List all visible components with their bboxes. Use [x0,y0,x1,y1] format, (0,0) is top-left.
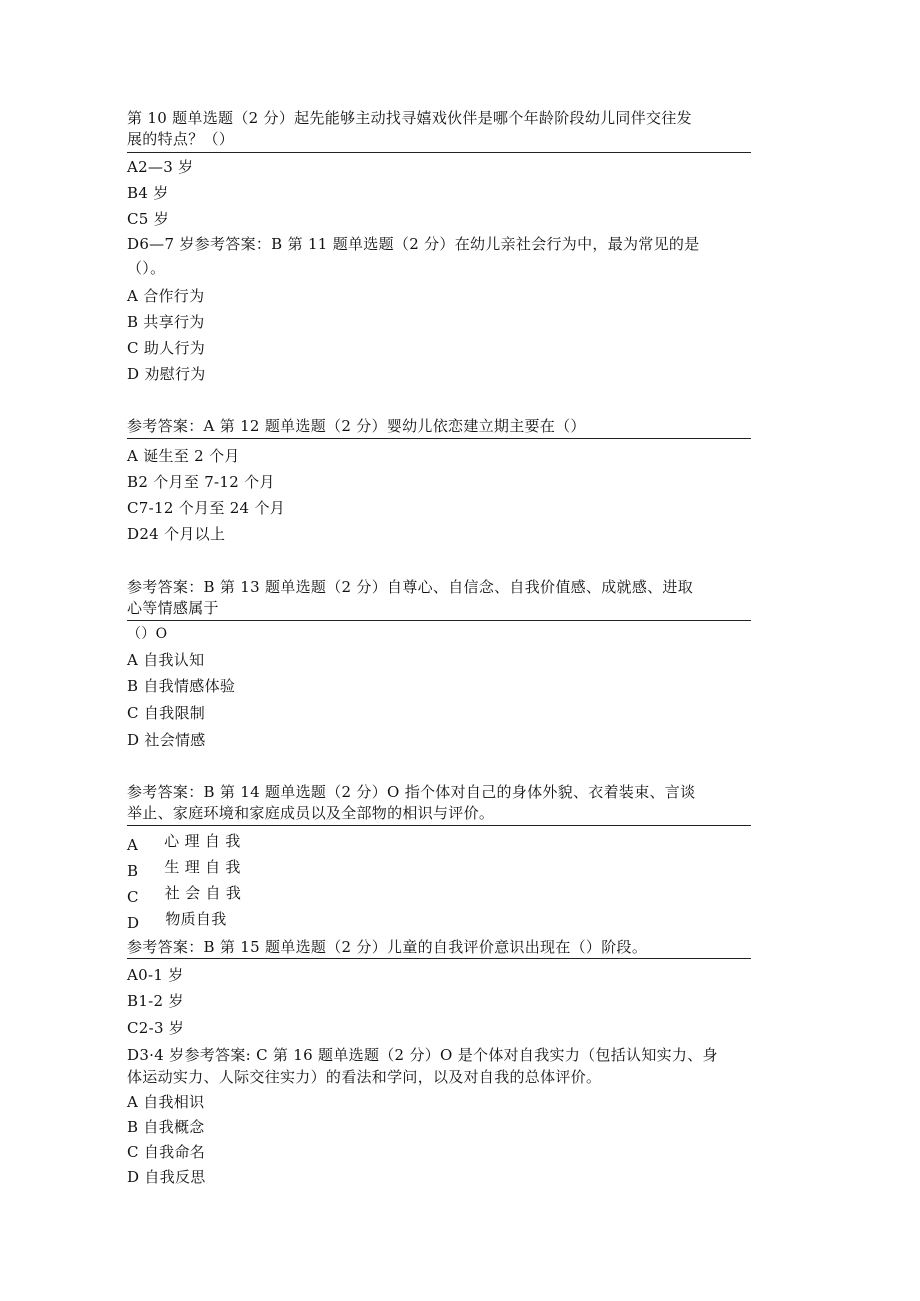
q15-option-b: B1-2 岁 [127,992,184,1010]
q12-option-b: B2 个月至 7-12 个月 [127,473,275,491]
q14-option-d [127,909,227,932]
q13-option-b: B 自我情感体验 [127,677,236,695]
q12-option-c: C7-12 个月至 24 个月 [127,499,286,517]
q15-option-c: C2-3 岁 [127,1019,185,1037]
q11-option-d: D 劝慰行为 [127,365,206,383]
q15-stem-line-1: 参考答案：B 第 15 题单选题（2 分）儿童的自我评价意识出现在（）阶段。 [127,938,648,956]
q14-option-c-letter: C [127,888,139,906]
q16-option-b: B 自我概念 [127,1118,205,1136]
q14-stem-line-2: 举止、家庭环境和家庭成员以及全部物的相识与评价。 [127,804,495,822]
q12-stem-line-1: 参考答案：A 第 12 题单选题（2 分）婴幼儿依恋建立期主要在（） [127,417,586,435]
q12-underline [127,438,751,439]
q14-option-b-letter: B [127,862,139,880]
q16-option-c: C 自我命名 [127,1143,206,1161]
q14-stem-line-1: 参考答案：B 第 14 题单选题（2 分）O 指个体对自己的身体外貌、衣着装束、言谈 [127,783,696,801]
q14-option-d-text: 物质自我 [165,910,227,928]
q13-option-d: D 社会情感 [127,731,206,749]
q14-option-d-letter: D [127,914,140,932]
q13-stem-line-1: 参考答案：B 第 13 题单选题（2 分）自尊心、自信念、自我价值感、成就感、进取 [127,578,694,596]
q10-underline [127,152,751,153]
q15-underline [127,958,751,959]
q11-option-b: B 共享行为 [127,313,205,331]
q12-option-a: A 诞生至 2 个月 [127,447,240,465]
q15-option-a: A0-1 岁 [127,966,184,984]
q10-option-c: C5 岁 [127,210,169,228]
q11-stem-line-2: （）。 [127,259,166,277]
q16-stem-line-1: D3·4 岁参考答案: C 第 16 题单选题（2 分）O 是个体对自我实力（包括认知实力、身 [127,1046,718,1064]
q16-stem-line-2: 体运动实力、人际交往实力）的看法和学问，以及对自我的总体评价。 [127,1068,602,1086]
q16-option-a: A 自我相识 [127,1093,205,1111]
q13-stem-line-2: 心等情感属于 [127,599,219,617]
q14-option-b-text: 生 理 自 我 [164,858,241,876]
q14-option-c-text: 社 会 自 我 [164,884,242,902]
q10-stem-line-2: 展的特点？（） [127,130,235,148]
q13-underline [127,620,751,621]
q14-option-b [127,857,241,880]
q10-option-b: B4 岁 [127,184,169,202]
q13-option-a: A 自我认知 [127,651,205,669]
q11-option-a: A 合作行为 [127,287,205,305]
q14-option-c [127,883,242,906]
q12-option-d: D24 个月以上 [127,525,226,543]
q14-option-a-letter: A [127,836,139,854]
q13-option-c: C 自我限制 [127,704,206,722]
q14-underline [127,825,751,826]
q14-option-a-text: 心 理 自 我 [164,832,241,850]
q10-stem-line-1: 第 10 题单选题（2 分）起先能够主动找寻嬉戏伙伴是哪个年龄阶段幼儿同伴交往发 [127,109,692,127]
q11-stem-line-1: D6—7 岁参考答案：B 第 11 题单选题（2 分）在幼儿亲社会行为中，最为常见的是 [127,235,700,253]
q10-option-a: A2—3 岁 [127,158,194,176]
q14-option-a [127,831,241,854]
q13-stem-line-3: （）O [127,626,168,642]
q16-option-d: D 自我反思 [127,1168,206,1186]
q11-option-c: C 助人行为 [127,339,206,357]
